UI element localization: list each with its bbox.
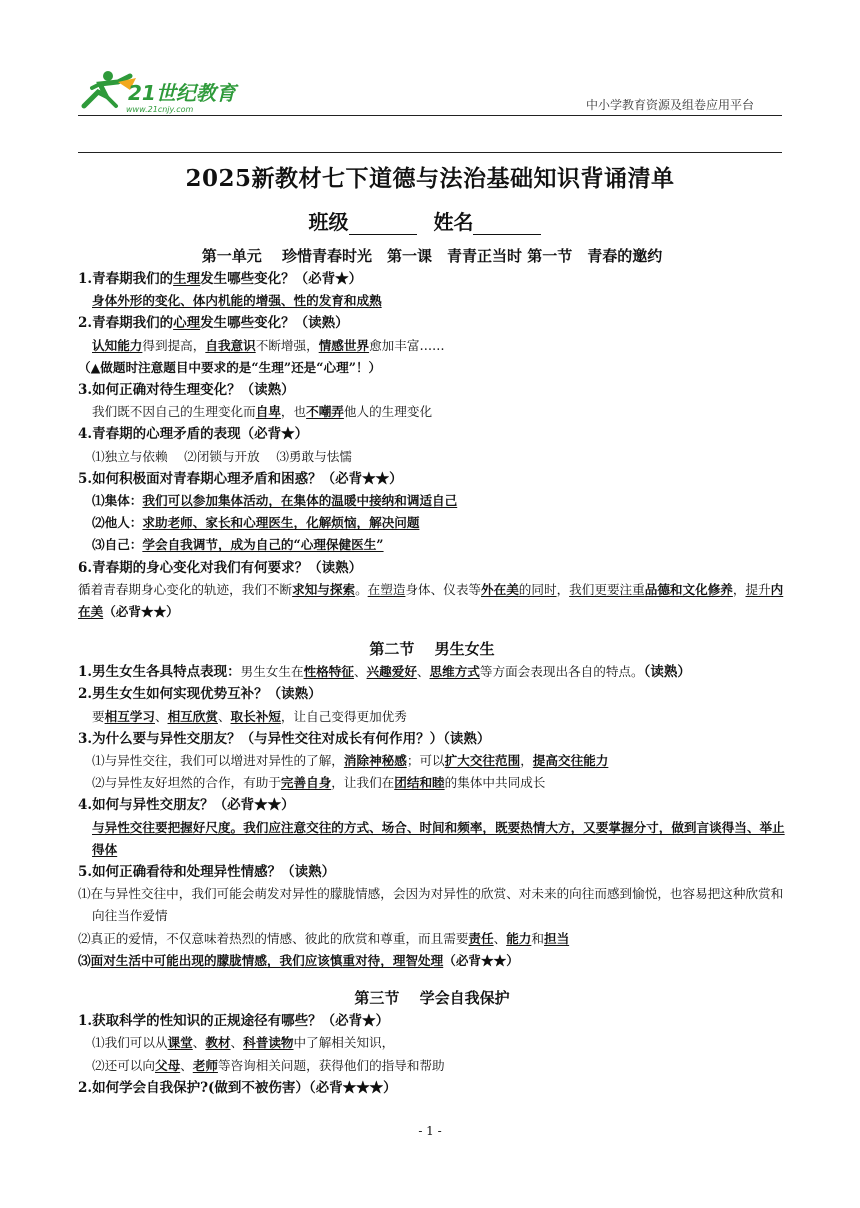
- class-name-fields: [0, 206, 860, 235]
- question: 3.为什么要与异性交朋友？（与异性交往对成长有何作用？）（读熟）: [78, 730, 491, 747]
- question: 2.男生女生如何实现优势互补？（读熟）: [78, 686, 322, 703]
- class-label: 班级: [308, 210, 349, 234]
- unit1-heading: 第一单元 珍惜青春时光 第一课 青青正当时 第一节 青春的邀约: [201, 247, 663, 265]
- question: 5.如何正确看待和处理异性情感？（读熟）: [78, 864, 336, 881]
- name-blank: [473, 216, 541, 235]
- answer: ⑵与异性友好坦然的合作，有助于完善自身，让我们在团结和睦的集体中共同成长: [92, 775, 546, 791]
- section2-heading: 第二节 男生女生: [369, 640, 495, 659]
- question: 5.如何积极面对青春期心理矛盾和困惑？（必背★★）: [78, 470, 403, 487]
- question: 6.青春期的身心变化对我们有何要求？（读熟）: [78, 559, 363, 576]
- class-blank: [349, 216, 417, 235]
- note: （▲做题时注意题目中要求的是“生理”还是“心理”！）: [78, 359, 382, 375]
- svg-text:www.21cnjy.com: www.21cnjy.com: [126, 105, 194, 114]
- answer: ⑵他人：求助老师、家长和心理医生，化解烦恼，解决问题: [92, 515, 420, 531]
- header-divider-bottom: [78, 152, 782, 153]
- document-body: [78, 244, 786, 1099]
- document-title: 2025新教材七下道德与法治基础知识背诵清单: [185, 165, 675, 192]
- answer: ⑴我们可以从课堂、教材、科普读物中了解相关知识，: [92, 1035, 395, 1051]
- question: 1.获取科学的性知识的正规途径有哪些？（必背★）: [78, 1013, 390, 1030]
- answer: ⑴集体：我们可以参加集体活动，在集体的温暖中接纳和调适自己: [92, 493, 458, 509]
- answer: ⑴在与异性交往中，我们可能会萌发对异性的朦胧情感，会因为对异性的欣赏、对未来的向往而感到愉悦，也容易把这种欣赏和向往当作爱情: [78, 886, 784, 924]
- answer: 循着青春期身心变化的轨迹，我们不断求知与探索。在塑造身体、仪表等外在美的同时，我们更要注重品德和文化修养，提升内在美（必背★★）: [78, 581, 784, 620]
- answer: ⑵真正的爱情，不仅意味着热烈的情感、彼此的欣赏和尊重，而且需要责任、能力和担当: [78, 930, 570, 946]
- answer: ⑴与异性交往，我们可以增进对异性的了解，消除神秘感；可以扩大交往范围，提高交往能力: [92, 753, 609, 769]
- answer: 我们既不因自己的生理变化而自卑，也不嘲弄他人的生理变化: [92, 404, 433, 420]
- answer: 认知能力得到提高，自我意识不断增强，情感世界愈加丰富……: [92, 337, 445, 353]
- answer: 身体外形的变化、体内机能的增强、性的发育和成熟: [92, 293, 382, 309]
- question: 2.青春期我们的心理发生哪些变化？（读熟）: [78, 315, 349, 332]
- page-number: - 1 -: [418, 1124, 442, 1138]
- answer: 要相互学习、相互欣赏、取长补短，让自己变得更加优秀: [92, 708, 407, 724]
- name-label: 姓名: [433, 210, 474, 234]
- svg-text:21世纪教育: 21世纪教育: [128, 81, 236, 105]
- question: 4.如何与异性交朋友？（必背★★）: [78, 797, 295, 814]
- 21cnjy-logo-icon: [78, 66, 248, 116]
- question: 1.青春期我们的生理发生哪些变化？（必背★）: [78, 271, 363, 287]
- question: 2.如何学会自我保护?(做到不被伤害）（必背★★★）: [78, 1079, 397, 1096]
- section3-heading: 第三节 学会自我保护: [354, 989, 510, 1008]
- page-header: [78, 66, 782, 118]
- answer: 与异性交往要把握好尺度。我们应注意交往的方式、场合、时间和频率，既要热情大方，又要掌握分寸，做到言谈得当、举止得体: [92, 819, 785, 857]
- answer: 1.男生女生各具特点表现：男生女生在性格特征、兴趣爱好、思维方式等方面会表现出各自的特点。（读熟）: [78, 664, 691, 681]
- question: 3.如何正确对待生理变化？（读熟）: [78, 382, 295, 399]
- answer: ⑴独立与依赖 ⑵闭锁与开放 ⑶勇敢与怯懦: [92, 448, 352, 464]
- question: 4.青春期的心理矛盾的表现（必背★）: [78, 426, 309, 443]
- platform-name: 中小学教育资源及组卷应用平台: [585, 98, 754, 112]
- header-divider: [78, 115, 782, 116]
- answer: ⑵还可以向父母、老师等咨询相关问题，获得他们的指导和帮助: [92, 1057, 445, 1073]
- answer: ⑶自己：学会自我调节，成为自己的“心理保健医生”: [92, 537, 384, 553]
- answer: ⑶面对生活中可能出现的朦胧情感，我们应该慎重对待，理智处理（必背★★）: [78, 952, 519, 968]
